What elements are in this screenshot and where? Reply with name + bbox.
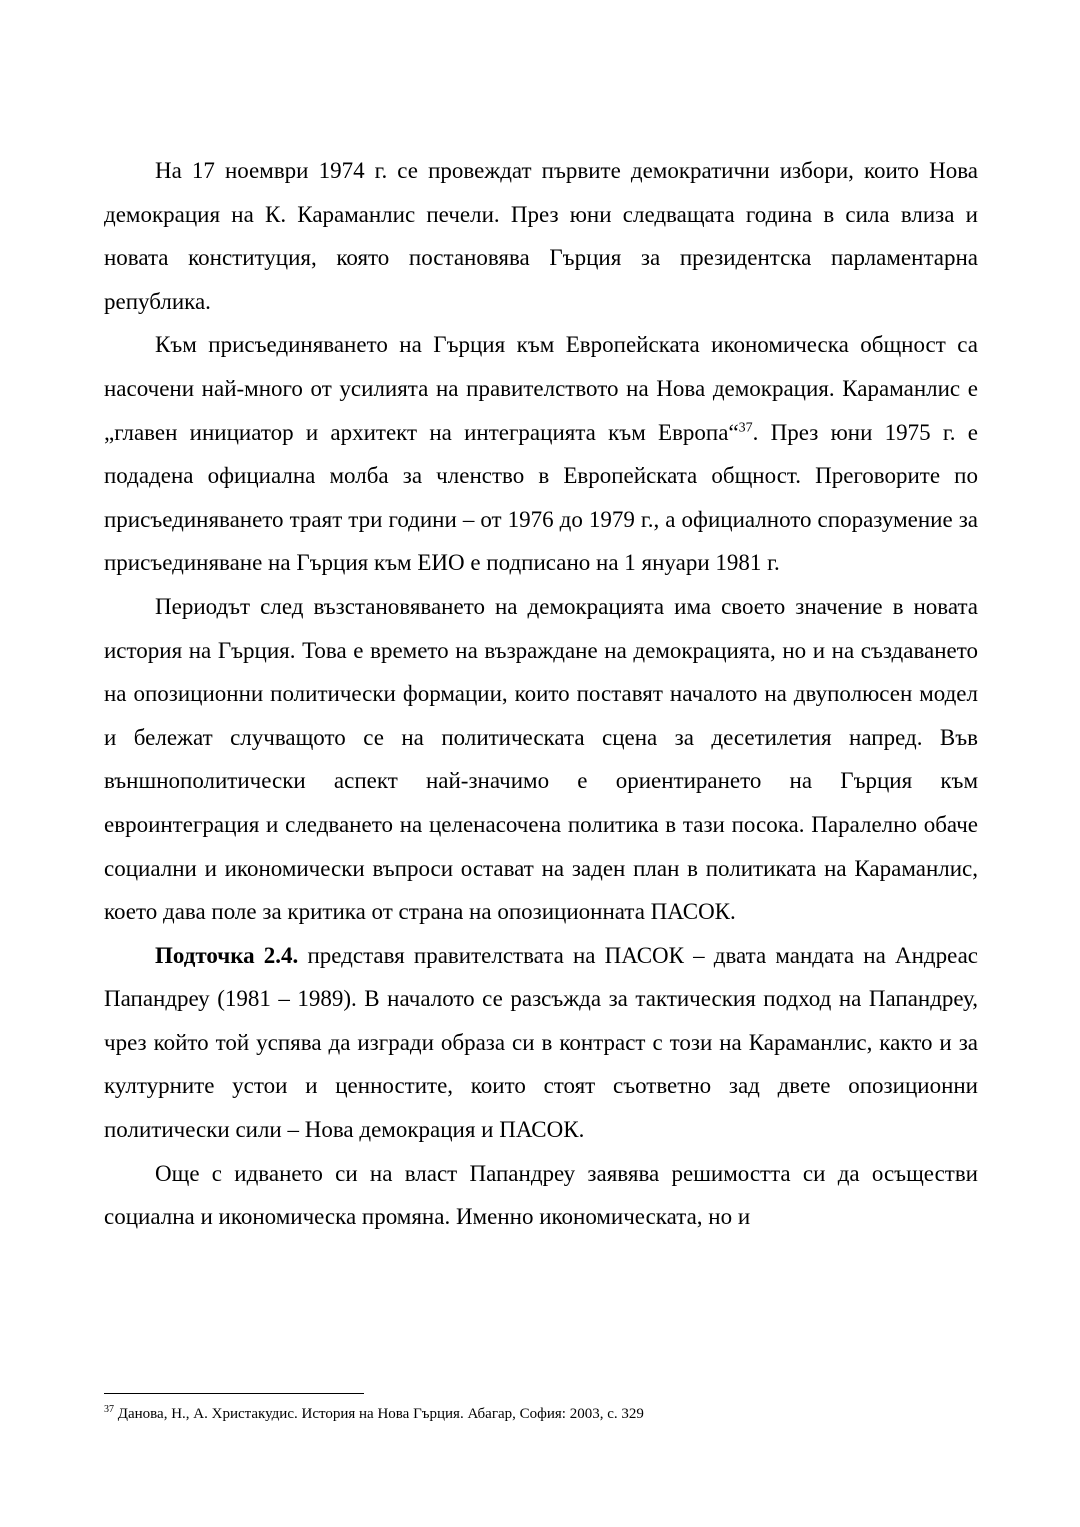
footnote-reference[interactable]: 37	[738, 419, 753, 435]
footnote-separator	[104, 1393, 364, 1394]
paragraph-4	[104, 934, 978, 1152]
paragraph-4-text: представя правителствата на ПАСОК – двата мандата на Андреас Папандреу (1981 – 1989). В началото се разсъжда за тактическия подход на Папандреу, чрез който той успява да изгради образа си в контраст с този на Караманлис, както и за културните устои и ценностите, които стоят съответно зад двете опозиционни политически сили – Нова демокрация и ПАСОК.	[104, 942, 978, 1143]
paragraph-5	[104, 1152, 978, 1239]
paragraph-2	[104, 323, 978, 585]
footnote-text: Данова, Н., А. Христакудис. История на Нова Гърция. Абагар, София: 2003, с. 329	[114, 1406, 644, 1422]
footnote	[104, 1404, 978, 1424]
paragraph-1-text: На 17 ноември 1974 г. се провеждат първите демократични избори, които Нова демокрация на К. Караманлис печели. През юни следващата година в сила влиза и новата конституция, която постановява Гърция за президентска парламентарна република.	[104, 158, 978, 314]
subsection-label: Подточка 2.4.	[155, 942, 299, 968]
page-body	[104, 149, 978, 1239]
paragraph-5-text: Още с идването си на власт Папандреу заявява решимостта си да осъществи социална и икономическа промяна. Именно икономическата, но и	[104, 1160, 978, 1230]
paragraph-2-text-end: . През юни 1975 г. е подадена официална молба за членство в Европейската общност. Преговорите по присъединяването траят три години – от 1976 до 1979 г., а официалното споразумение за присъединяване на Гърция към ЕИО е подписано на 1 януари 1981 г.	[104, 419, 978, 576]
paragraph-3-text: Периодът след възстановяването на демокрацията има своето значение в новата история на Гърция. Това е времето на възраждане на демокрацията, но и на създаването на опозиционни политически формации, които поставят началото на двуполюсен модел и бележат случващото се на политическата сцена за десетилетия напред. Във външнополитически аспект най-значимо е ориентирането на Гърция към евроинтеграция и следването на целенасочена политика в тази посока. Паралелно обаче социални и икономически въпроси остават на заден план в политиката на Караманлис, което дава поле за критика от страна на опозиционната ПАСОК.	[104, 593, 978, 925]
footnote-number: 37	[104, 1404, 114, 1415]
paragraph-2-text-start: Към присъединяването на Гърция към Европейската икономическа общност са насочени най-много от усилията на правителството на Нова демокрация. Караманлис е „главен инициатор и архитект на интеграцията към Европа“	[104, 332, 978, 445]
paragraph-1	[104, 149, 978, 323]
paragraph-3	[104, 585, 978, 934]
